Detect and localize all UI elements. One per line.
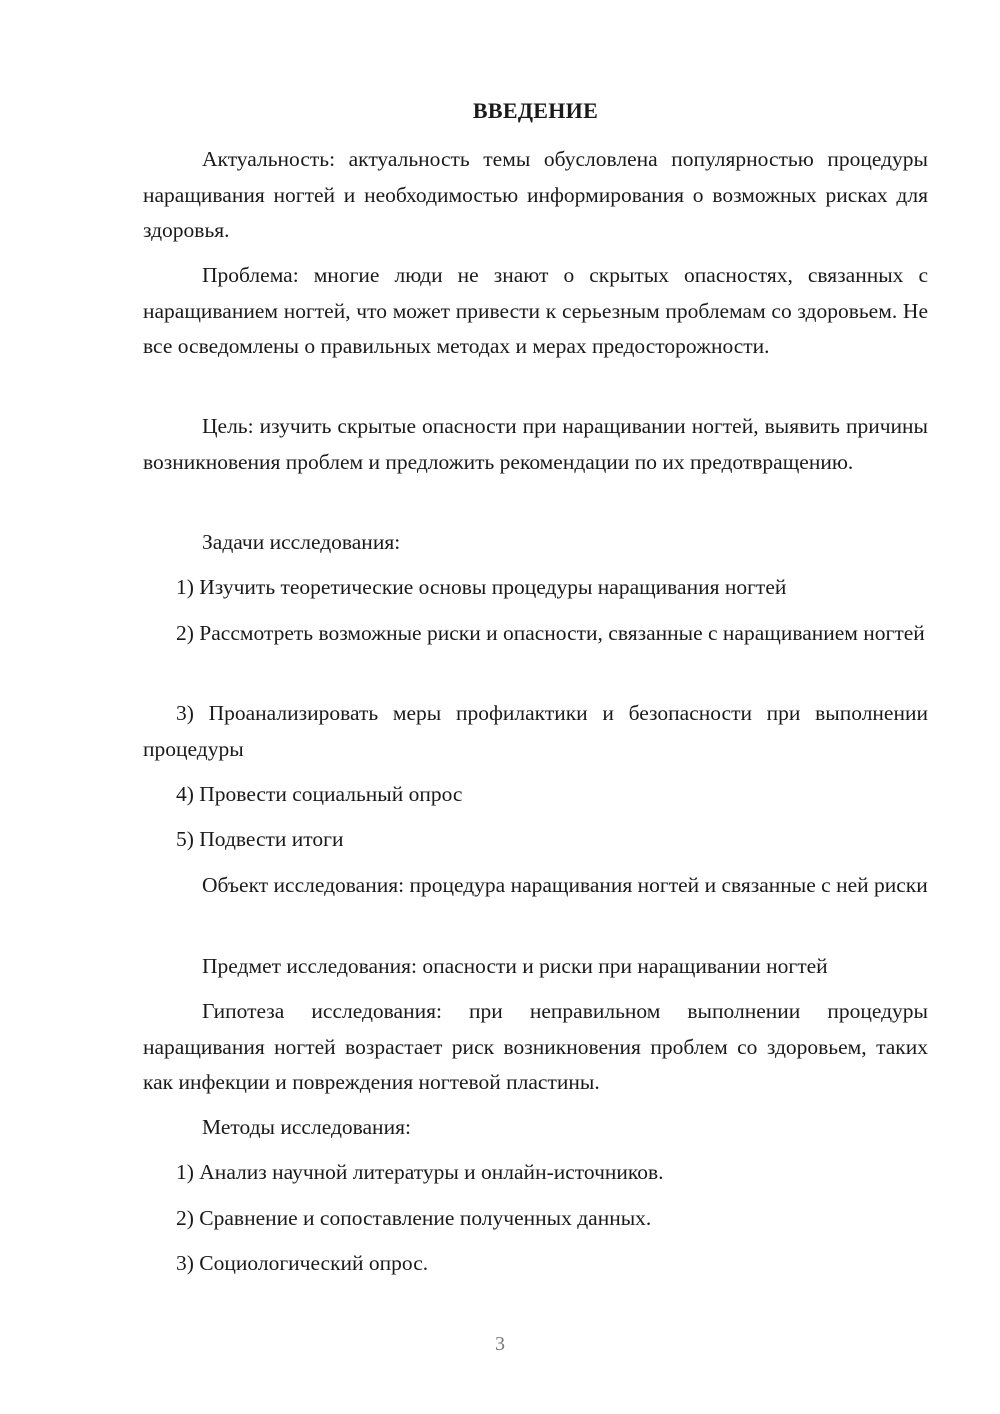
- task-item-5: 5) Подвести итоги: [176, 827, 344, 851]
- method-item-1: 1) Анализ научной литературы и онлайн-источников.: [176, 1160, 664, 1184]
- task-item-4: 4) Провести социальный опрос: [176, 782, 463, 806]
- task-item-2: 2) Рассмотреть возможные риски и опасности, связанные с наращиванием ногтей: [176, 621, 925, 645]
- paragraph-goal: Цель: изучить скрытые опасности при наращивании ногтей, выявить причины возникновения проблем и предложить рекомендации по их предотвращению.: [143, 414, 928, 474]
- paragraph-tasks-heading: Задачи исследования:: [202, 530, 401, 554]
- task-item-3: 3) Проанализировать меры профилактики и безопасности при выполнении процедуры: [143, 701, 928, 761]
- paragraph-problem: Проблема: многие люди не знают о скрытых опасностях, связанных с наращиванием ногтей, что может привести к серьезным проблемам со здоровьем. Не все осведомлены о правильных методах и мерах предосторожности.: [143, 263, 928, 358]
- paragraph-relevance: Актуальность: актуальность темы обусловлена популярностью процедуры наращивания ногтей и необходимостью информирования о возможных рисках для здоровья.: [143, 147, 928, 242]
- paragraph-hypothesis: Гипотеза исследования: при неправильном выполнении процедуры наращивания ногтей возрастает риск возникновения проблем со здоровьем, таких как инфекции и повреждения ногтевой пластины.: [143, 999, 928, 1094]
- method-item-2: 2) Сравнение и сопоставление полученных данных.: [176, 1206, 652, 1230]
- task-item-1: 1) Изучить теоретические основы процедуры наращивания ногтей: [176, 575, 787, 599]
- paragraph-object: Объект исследования: процедура наращивания ногтей и связанные с ней риски: [202, 873, 928, 897]
- page-number: 3: [495, 1333, 505, 1355]
- paragraph-methods-heading: Методы исследования:: [202, 1115, 411, 1139]
- paragraph-subject: Предмет исследования: опасности и риски при наращивании ногтей: [202, 954, 828, 978]
- method-item-3: 3) Социологический опрос.: [176, 1251, 429, 1275]
- page-title: ВВЕДЕНИЕ: [472, 98, 599, 123]
